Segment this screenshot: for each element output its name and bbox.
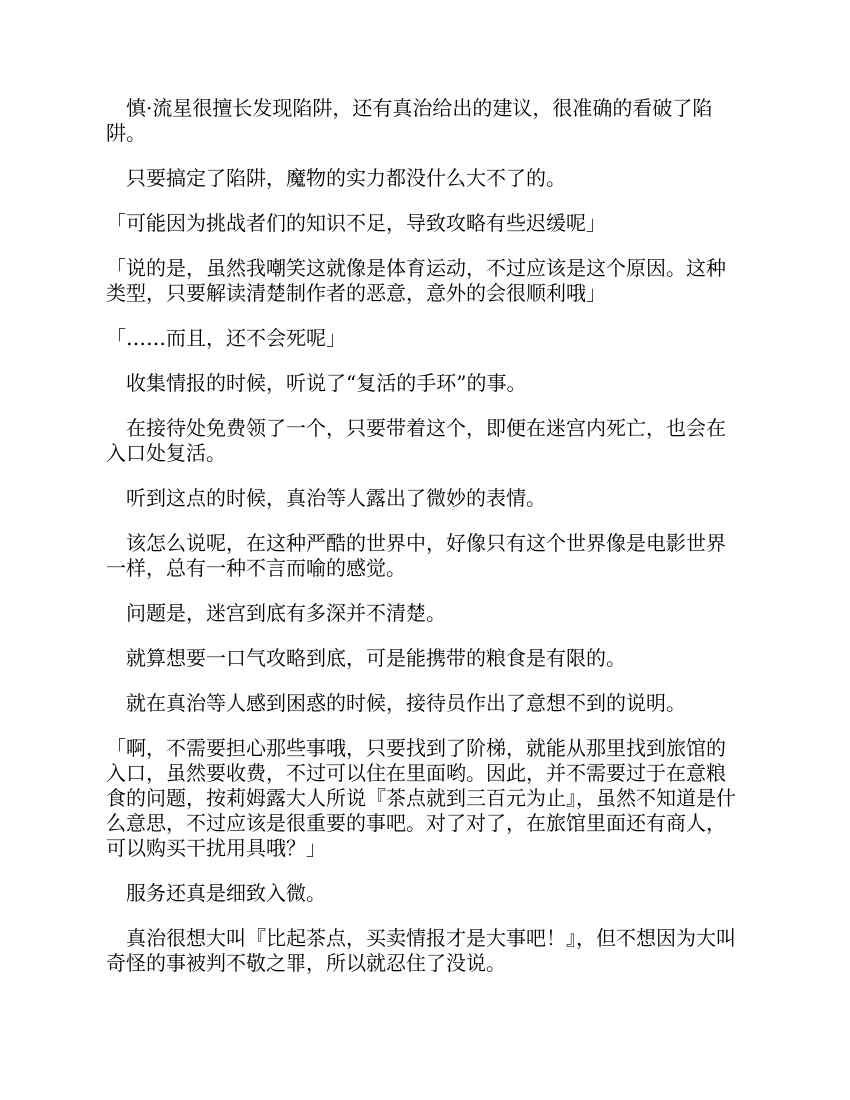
paragraph: 问题是，迷宫到底有多深并不清楚。 (126, 601, 446, 625)
paragraph: 听到这点的时候，真治等人露出了微妙的表情。 (126, 486, 546, 510)
dialogue-paragraph: 「啊，不需要担心那些事哦，只要找到了阶梯，就能从那里找到旅馆的入口，虽然要收费，不过可以住在里面哟。因此，并不需要过于在意粮食的问题，按莉姆露大人所说『茶点就到三百元为止』，虽然不知道是什么意思，不过应该是很重要的事吧。对了对了，在旅馆里面还有商人，可以购买干扰用具哦？」 (106, 736, 736, 860)
paragraph: 只要搞定了陷阱，魔物的实力都没什么大不了的。 (126, 166, 566, 190)
paragraph: 在接待处免费领了一个，只要带着这个，即便在迷宫内死亡，也会在入口处复活。 (106, 416, 726, 465)
paragraph: 收集情报的时候，听说了“复活的手环”的事。 (126, 371, 527, 395)
paragraph: 该怎么说呢，在这种严酷的世界中，好像只有这个世界像是电影世界一样，总有一种不言而喻的感觉。 (106, 531, 726, 580)
paragraph: 真治很想大叫『比起茶点，买卖情报才是大事吧！』，但不想因为大叫奇怪的事被判不敬之罪，所以就忍住了没说。 (106, 926, 736, 975)
dialogue-paragraph: 「可能因为挑战者们的知识不足，导致攻略有些迟缓呢」 (106, 211, 606, 235)
dialogue-paragraph: 「……而且，还不会死呢」 (106, 326, 346, 350)
dialogue-paragraph: 「说的是，虽然我嘲笑这就像是体育运动，不过应该是这个原因。这种类型，只要解读清楚制作者的恶意，意外的会很顺利哦」 (106, 256, 726, 305)
paragraph: 服务还真是细致入微。 (126, 881, 326, 905)
paragraph: 慎·流星很擅长发现陷阱，还有真治给出的建议，很准确的看破了陷阱。 (106, 96, 713, 145)
paragraph: 就算想要一口气攻略到底，可是能携带的粮食是有限的。 (126, 646, 626, 670)
paragraph: 就在真治等人感到困惑的时候，接待员作出了意想不到的说明。 (126, 691, 686, 715)
